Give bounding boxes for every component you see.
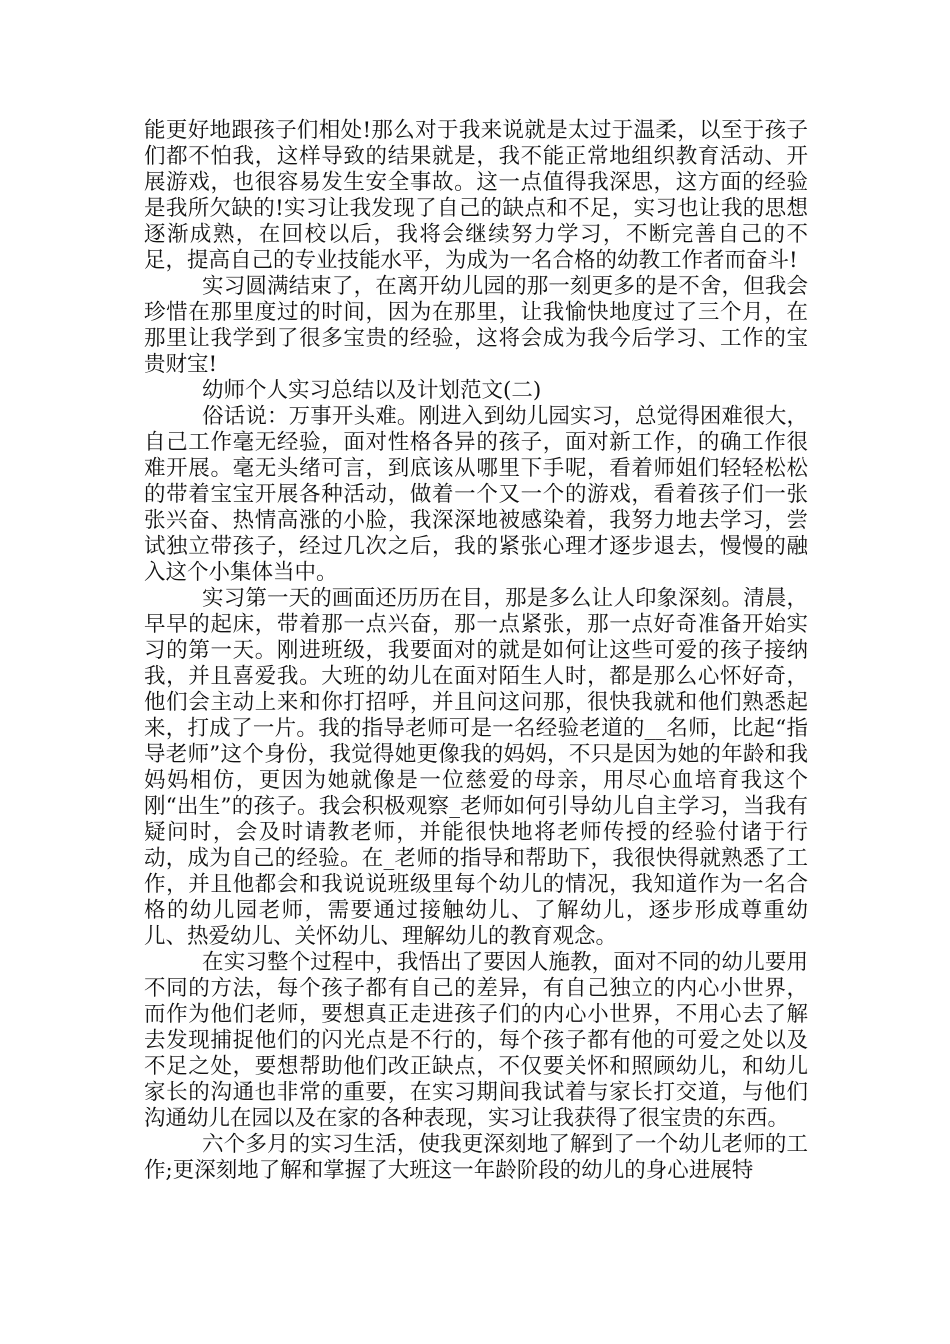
paragraph-internship-end: 实习圆满结束了，在离开幼儿园的那一刻更多的是不舍，但我会珍惜在那里度过的时间，因为在那里，让我愉快地度过了三个月，在那里让我学到了很多宝贵的经验，这将会成为我今后学习、工作的宝贵财宝! bbox=[144, 274, 808, 377]
paragraph-teaching-method: 在实习整个过程中，我悟出了要因人施教，面对不同的幼儿要用不同的方法，每个孩子都有自己的差异，有自己独立的内心小世界，而作为他们老师，要想真正走进孩子们的内心小世界，不用心去了解去发现捕捉他们的闪光点是不行的，每个孩子都有他的可爱之处以及不足之处，要想帮助他们改正缺点，不仅要关怀和照顾幼儿，和幼儿家长的沟通也非常的重要，在实习期间我试着与家长打交道，与他们沟通幼儿在园以及在家的各种表现，实习让我获得了很宝贵的东西。 bbox=[144, 950, 808, 1131]
paragraph-beginning: 俗话说：万事开头难。刚进入到幼儿园实习，总觉得困难很大，自己工作毫无经验，面对性格各异的孩子，面对新工作，的确工作很难开展。毫无头绪可言，到底该从哪里下手呢，看着师姐们轻轻松松的带着宝宝开展各种活动，做着一个又一个的游戏，看着孩子们一张张兴奋、热情高涨的小脸，我深深地被感染着，我努力地去学习，尝试独立带孩子，经过几次之后，我的紧张心理才逐步退去，慢慢的融入这个小集体当中。 bbox=[144, 404, 808, 585]
section-title: 幼师个人实习总结以及计划范文(二) bbox=[202, 378, 542, 403]
paragraph-first-day: 实习第一天的画面还历历在目，那是多么让人印象深刻。清晨，早早的起床，带着那一点兴奋，那一点紧张，那一点好奇准备开始实习的第一天。刚进班级，我要面对的就是如何让这些可爱的孩子接纳我，并且喜爱我。大班的幼儿在面对陌生人时，都是那么心怀好奇，他们会主动上来和你打招呼，并且问这问那，很快我就和他们熟悉起来，打成了一片。我的指导老师可是一名经验老道的__名师，比起“指导老师”这个身份，我觉得她更像我的妈妈，不只是因为她的年龄和我妈妈相仿，更因为她就像是一位慈爱的母亲，用尽心血培育我这个刚“出生”的孩子。我会积极观察_老师如何引导幼儿自主学习，当我有疑问时，会及时请教老师，并能很快地将老师传授的经验付诸于行动，成为自己的经验。在_老师的指导和帮助下，我很快得就熟悉了工作，并且他都会和我说说班级里每个幼儿的情况，我知道作为一名合格的幼儿园老师，需要通过接触幼儿、了解幼儿，逐步形成尊重幼儿、热爱幼儿、关怀幼儿、理解幼儿的教育观念。 bbox=[144, 586, 808, 949]
paragraph-six-months: 六个多月的实习生活，使我更深刻地了解到了一个幼儿老师的工作;更深刻地了解和掌握了大班这一年龄阶段的幼儿的身心进展特 bbox=[144, 1132, 808, 1183]
paragraph-continuation: 能更好地跟孩子们相处!那么对于我来说就是太过于温柔，以至于孩子们都不怕我，这样导致的结果就是，我不能正常地组织教育活动、开展游戏，也很容易发生安全事故。这一点值得我深思，这方面的经验是我所欠缺的!实习让我发现了自己的缺点和不足，实习也让我的思想逐渐成熟，在回校以后，我将会继续努力学习，不断完善自己的不足，提高自己的专业技能水平，为成为一名合格的幼教工作者而奋斗! bbox=[144, 118, 808, 273]
document-body bbox=[144, 118, 808, 1184]
